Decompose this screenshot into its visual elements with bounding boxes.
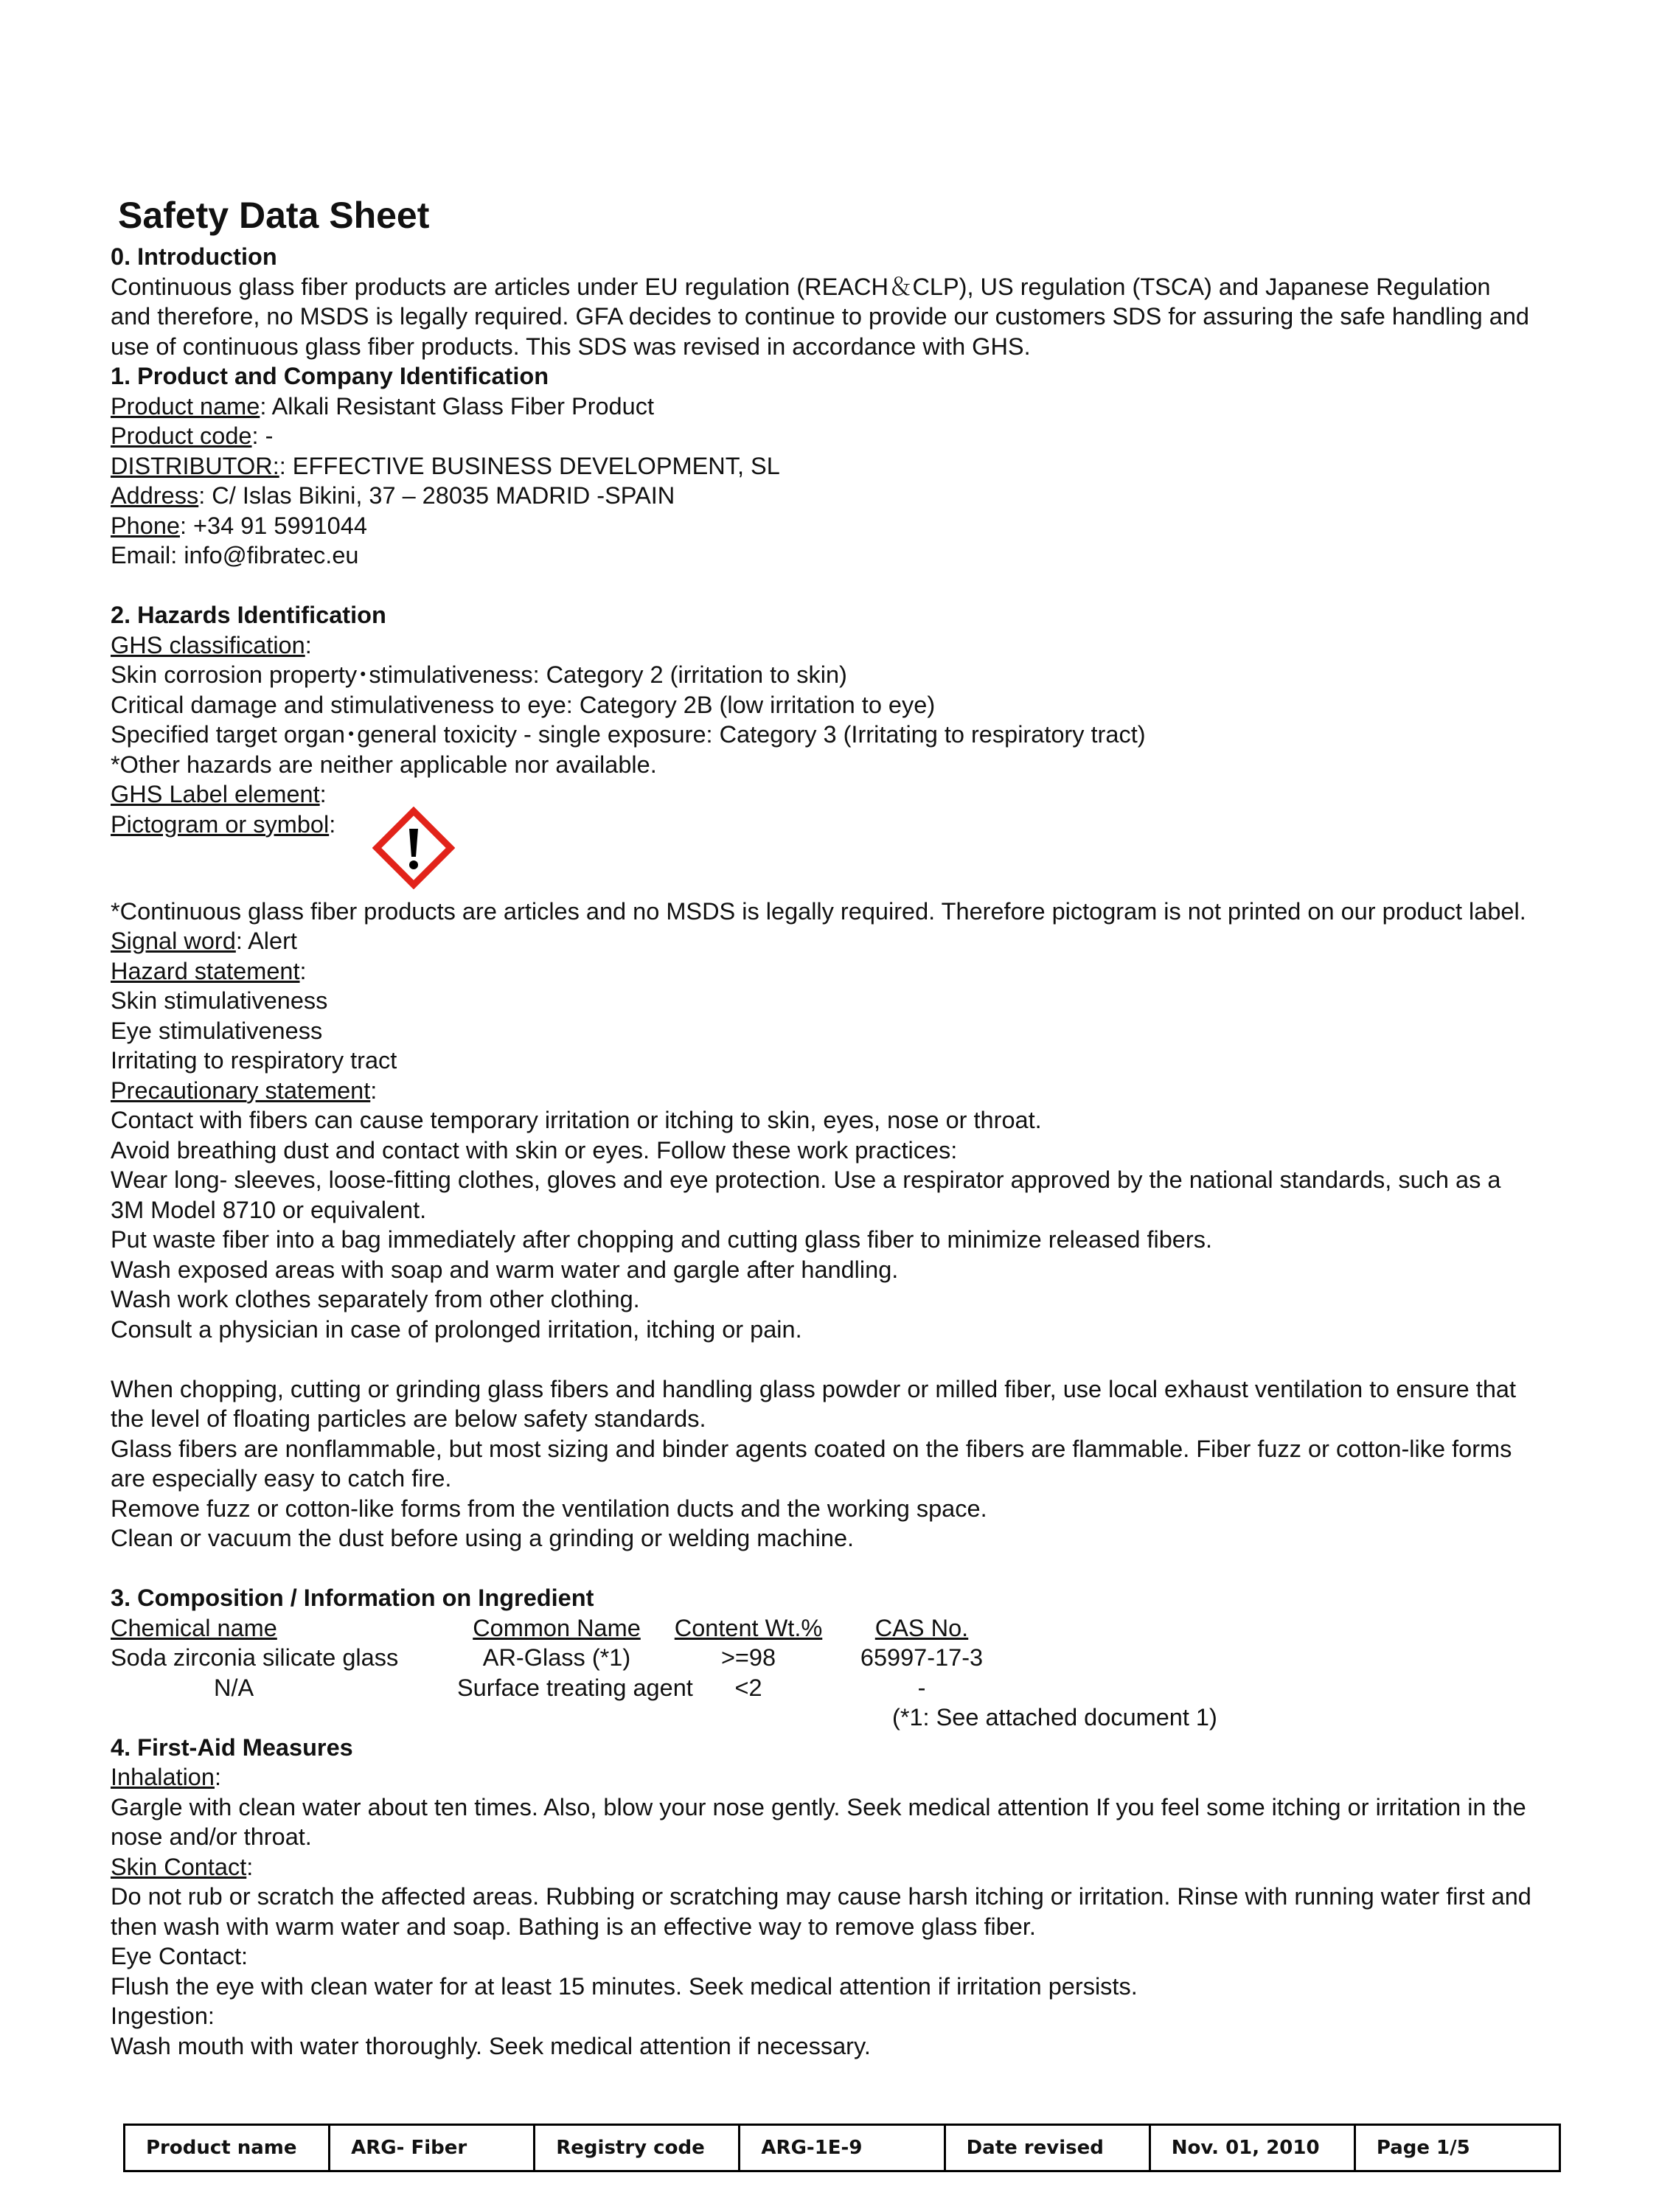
phone-row — [111, 511, 1607, 541]
footer-registry-code-label: Registry code — [535, 2126, 740, 2170]
inhalation-line: Gargle with clean water about ten times. Also, blow your nose gently. Seek medical attention If you feel some itching or irritation in the — [111, 1793, 1526, 1820]
phone-label: Phone — [111, 512, 180, 539]
phone-value: : +34 91 5991044 — [179, 512, 367, 539]
handling-line: the level of floating particles are below safety standards. — [111, 1405, 706, 1432]
composition-header: CAS No. — [874, 1614, 969, 1641]
classification-line: Critical damage and stimulativeness to eye: Category 2B (low irritation to eye) — [111, 691, 936, 718]
pictogram-note: *Continuous glass fiber products are articles and no MSDS is legally required. Therefore pictogram is not printed on our product label. — [111, 897, 1526, 925]
precautionary-statement-label: Precautionary statement — [111, 1077, 371, 1104]
handling-line: Remove fuzz or cotton-like forms from the ventilation ducts and the working space. — [111, 1495, 987, 1522]
composition-footnote: (*1: See attached document 1) — [892, 1704, 1217, 1731]
email-row: Email: info@fibratec.eu — [111, 542, 359, 568]
composition-header: Chemical name — [111, 1614, 277, 1641]
distributor-label: DISTRIBUTOR: — [111, 452, 279, 479]
eye-contact-line: Flush the eye with clean water for at least 15 minutes. Seek medical attention if irritation persists. — [111, 1972, 1138, 2000]
spacer — [111, 1344, 1607, 1374]
address-label: Address — [111, 482, 199, 509]
footer-product-name-label: Product name — [125, 2126, 330, 2170]
pictogram-label: Pictogram or symbol — [111, 810, 330, 838]
intro-line: use of continuous glass fiber products. This SDS was revised in accordance with GHS. — [111, 333, 1031, 360]
handling-line: are especially easy to catch fire. — [111, 1465, 452, 1492]
signal-word-row — [111, 926, 1607, 956]
skin-contact-row: Skin Contact: — [111, 1853, 254, 1880]
pictogram-row: Pictogram or symbol: — [111, 810, 1607, 897]
skin-contact-line: Do not rub or scratch the affected areas. Rubbing or scratching may cause harsh itching or irritation. Rinse with running water first and — [111, 1883, 1531, 1910]
footer-page-number: Page 1/5 — [1376, 2137, 1470, 2159]
hazard-statement-row: Hazard statement: — [111, 957, 307, 984]
product-name-row — [111, 392, 1607, 422]
eye-contact-label: Eye Contact: — [111, 1943, 248, 1969]
composition-header: Content Wt.% — [674, 1614, 823, 1641]
intro-line: Continuous glass fiber products are articles under EU regulation (REACH＆CLP), US regulation (TSCA) and Japanese Regulation — [111, 273, 1491, 300]
handling-line: Clean or vacuum the dust before using a grinding or welding machine. — [111, 1525, 855, 1551]
signal-word-label: Signal word — [111, 928, 236, 954]
distributor-row — [111, 451, 1607, 481]
composition-header: Common Name — [473, 1614, 641, 1641]
composition-cell: - — [917, 1674, 926, 1701]
precaution-line: Consult a physician in case of prolonged irritation, itching or pain. — [111, 1315, 802, 1343]
footer-info-table — [123, 2124, 1561, 2172]
skin-contact-line: then wash with warm water and soap. Bathing is an effective way to remove glass fiber. — [111, 1913, 1036, 1940]
footer-date-revised-value: Nov. 01, 2010 — [1151, 2126, 1356, 2170]
inhalation-label: Inhalation — [111, 1764, 215, 1790]
precaution-line: Avoid breathing dust and contact with skin or eyes. Follow these work practices: — [111, 1136, 958, 1164]
hazard-line: Skin stimulativeness — [111, 987, 328, 1014]
composition-cell: Soda zirconia silicate glass — [111, 1644, 399, 1671]
hazard-line: Eye stimulativeness — [111, 1017, 323, 1044]
handling-line: Glass fibers are nonflammable, but most sizing and binder agents coated on the fibers are flammable. Fiber fuzz or cotton-like forms — [111, 1435, 1512, 1462]
composition-cell: AR-Glass (*1) — [482, 1644, 631, 1671]
skin-contact-label: Skin Contact — [111, 1853, 247, 1880]
classification-line: Skin corrosion property･stimulativeness: Category 2 (irritation to skin) — [111, 661, 847, 688]
handling-line: When chopping, cutting or grinding glass fibers and handling glass powder or milled fiber, use local exhaust ventilation to ensure that — [111, 1375, 1516, 1402]
product-code-label: Product code — [111, 422, 252, 449]
composition-cell: N/A — [214, 1674, 254, 1701]
inhalation-line: nose and/or throat. — [111, 1823, 312, 1850]
distributor-value: : EFFECTIVE BUSINESS DEVELOPMENT, SL — [279, 452, 780, 479]
hazard-statement-label: Hazard statement — [111, 957, 300, 984]
composition-cell: 65997-17-3 — [860, 1644, 984, 1671]
document-body — [111, 195, 1607, 2061]
ghs-label-element-row: GHS Label element: — [111, 781, 327, 807]
composition-header-row — [111, 1613, 1607, 1644]
ghs-classification-label: GHS classification — [111, 631, 305, 658]
ghs-classification-row: GHS classification: — [111, 631, 312, 658]
section-4-heading: 4. First-Aid Measures — [111, 1733, 353, 1761]
composition-cell: <2 — [734, 1674, 762, 1701]
document-title: Safety Data Sheet — [118, 195, 430, 236]
precautionary-statement-row: Precautionary statement: — [111, 1077, 378, 1104]
inhalation-row: Inhalation: — [111, 1764, 221, 1790]
product-name-label: Product name — [111, 392, 260, 420]
signal-word-value: : Alert — [235, 928, 297, 954]
section-0-heading: 0. Introduction — [111, 243, 277, 270]
ingestion-label: Ingestion: — [111, 2003, 215, 2029]
ingestion-line: Wash mouth with water thoroughly. Seek medical attention if necessary. — [111, 2032, 871, 2059]
footer-date-revised-label: Date revised — [946, 2126, 1151, 2170]
classification-line: *Other hazards are neither applicable nor available. — [111, 751, 657, 778]
product-code-value: : - — [251, 422, 274, 449]
precaution-line: Wash work clothes separately from other clothing. — [111, 1286, 640, 1312]
product-name-value: : Alkali Resistant Glass Fiber Product — [260, 392, 654, 420]
section-3-heading: 3. Composition / Information on Ingredient — [111, 1585, 594, 1611]
product-code-row — [111, 421, 1607, 451]
spacer — [111, 571, 1607, 601]
precaution-line: Put waste fiber into a bag immediately after chopping and cutting glass fiber to minimize released fibers. — [111, 1226, 1212, 1253]
footer-registry-code-value: ARG-1E-9 — [740, 2126, 945, 2170]
precaution-line: 3M Model 8710 or equivalent. — [111, 1196, 427, 1223]
address-value: : C/ Islas Bikini, 37 – 28035 MADRID -SPAIN — [198, 482, 675, 509]
spacer — [111, 1554, 1607, 1584]
footer-product-name-value: ARG- Fiber — [330, 2126, 535, 2170]
composition-row — [111, 1643, 1607, 1673]
precaution-line: Contact with fibers can cause temporary irritation or itching to skin, eyes, nose or throat. — [111, 1107, 1042, 1133]
address-row — [111, 481, 1607, 511]
section-1-heading: 1. Product and Company Identification — [111, 363, 549, 389]
ghs-label-element-label: GHS Label element — [111, 781, 320, 807]
intro-line: and therefore, no MSDS is legally required. GFA decides to continue to provide our customers SDS for assuring the safe handling and — [111, 303, 1529, 330]
hazard-line: Irritating to respiratory tract — [111, 1047, 397, 1074]
precaution-line: Wear long- sleeves, loose-fitting clothes, gloves and eye protection. Use a respirator approved by the national standards, such as a — [111, 1166, 1501, 1193]
classification-line: Specified target organ･general toxicity - single exposure: Category 3 (Irritating to respiratory tract) — [111, 721, 1146, 748]
composition-cell: >=98 — [720, 1644, 776, 1671]
exclamation-mark-hazard-icon — [372, 807, 455, 889]
composition-cell: Surface treating agent — [457, 1674, 693, 1701]
composition-row — [111, 1673, 1607, 1703]
precaution-line: Wash exposed areas with soap and warm water and gargle after handling. — [111, 1256, 899, 1283]
section-2-heading: 2. Hazards Identification — [111, 602, 386, 628]
